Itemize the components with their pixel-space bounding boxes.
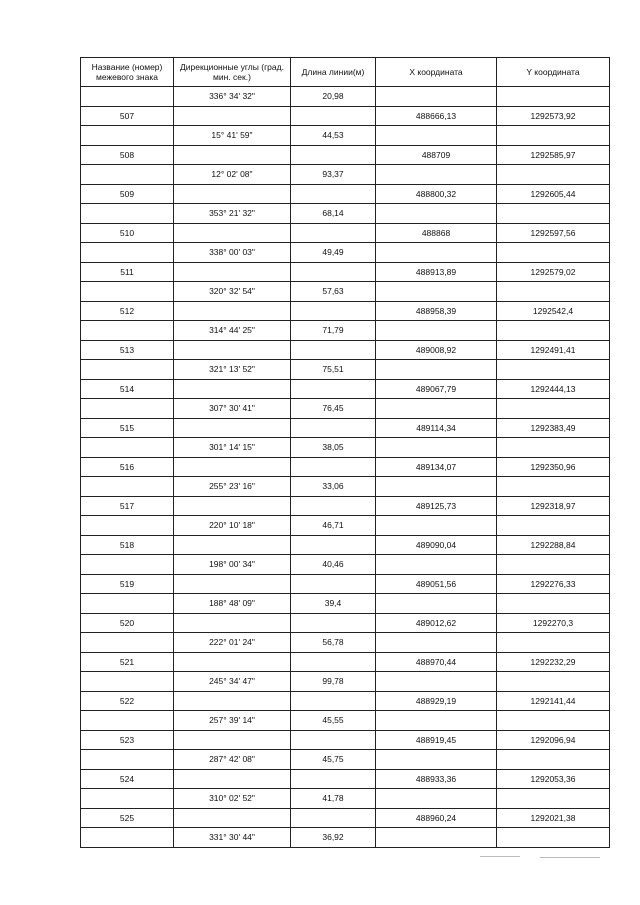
empty-cell [81,360,174,380]
empty-cell [291,496,376,516]
y-coordinate-cell: 1292605,44 [497,184,610,204]
direction-angle-cell: 301° 14' 15" [174,438,291,458]
y-coordinate-cell: 1292573,92 [497,106,610,126]
empty-cell [81,399,174,419]
segment-row [81,594,610,614]
y-coordinate-cell: 1292444,13 [497,379,610,399]
boundary-point-row [81,379,610,399]
header-line-length: Длина линии(м) [291,58,376,87]
x-coordinate-cell: 488933,36 [376,769,497,789]
boundary-point-row [81,145,610,165]
point-name-cell: 509 [81,184,174,204]
empty-cell [376,516,497,536]
empty-cell [174,379,291,399]
x-coordinate-cell: 488913,89 [376,262,497,282]
line-length-cell: 36,92 [291,828,376,848]
direction-angle-cell: 310° 02' 52" [174,789,291,809]
y-coordinate-cell: 1292270,3 [497,613,610,633]
boundary-point-row [81,262,610,282]
empty-cell [376,399,497,419]
segment-row [81,360,610,380]
header-x-coordinate: X координата [376,58,497,87]
empty-cell [291,262,376,282]
empty-cell [291,457,376,477]
x-coordinate-cell: 488800,32 [376,184,497,204]
empty-cell [81,789,174,809]
line-length-cell: 38,05 [291,438,376,458]
direction-angle-cell: 338° 00' 03" [174,243,291,263]
y-coordinate-cell: 1292276,33 [497,574,610,594]
empty-cell [497,126,610,146]
x-coordinate-cell: 489090,04 [376,535,497,555]
y-coordinate-cell: 1292579,02 [497,262,610,282]
line-length-cell: 56,78 [291,633,376,653]
empty-cell [291,184,376,204]
boundary-point-row [81,184,610,204]
empty-cell [291,106,376,126]
empty-cell [497,828,610,848]
empty-cell [376,126,497,146]
empty-cell [81,516,174,536]
line-length-cell: 75,51 [291,360,376,380]
empty-cell [81,672,174,692]
direction-angle-cell: 222° 01' 24" [174,633,291,653]
empty-cell [174,301,291,321]
point-name-cell: 508 [81,145,174,165]
empty-cell [497,633,610,653]
line-length-cell: 76,45 [291,399,376,419]
empty-cell [174,730,291,750]
point-name-cell: 519 [81,574,174,594]
x-coordinate-cell: 488929,19 [376,691,497,711]
line-length-cell: 33,06 [291,477,376,497]
point-name-cell: 514 [81,379,174,399]
scan-artifact [480,856,520,857]
x-coordinate-cell: 488960,24 [376,808,497,828]
empty-cell [81,594,174,614]
x-coordinate-cell: 489067,79 [376,379,497,399]
y-coordinate-cell: 1292232,29 [497,652,610,672]
boundary-point-row [81,418,610,438]
line-length-cell: 71,79 [291,321,376,341]
table-header-row [81,58,610,87]
segment-row [81,282,610,302]
y-coordinate-cell: 1292318,97 [497,496,610,516]
empty-cell [291,652,376,672]
empty-cell [291,340,376,360]
y-coordinate-cell: 1292585,97 [497,145,610,165]
point-name-cell: 520 [81,613,174,633]
x-coordinate-cell: 489012,62 [376,613,497,633]
empty-cell [174,769,291,789]
empty-cell [81,282,174,302]
line-length-cell: 49,49 [291,243,376,263]
y-coordinate-cell: 1292096,94 [497,730,610,750]
empty-cell [174,613,291,633]
empty-cell [376,438,497,458]
direction-angle-cell: 15° 41' 59" [174,126,291,146]
point-name-cell: 521 [81,652,174,672]
point-name-cell: 522 [81,691,174,711]
header-y-coordinate: Y координата [497,58,610,87]
empty-cell [174,574,291,594]
line-length-cell: 39,4 [291,594,376,614]
segment-row [81,477,610,497]
empty-cell [81,555,174,575]
point-name-cell: 525 [81,808,174,828]
empty-cell [174,652,291,672]
line-length-cell: 45,75 [291,750,376,770]
segment-row [81,243,610,263]
y-coordinate-cell: 1292053,36 [497,769,610,789]
y-coordinate-cell: 1292491,41 [497,340,610,360]
empty-cell [376,204,497,224]
empty-cell [497,165,610,185]
segment-row [81,204,610,224]
empty-cell [497,87,610,107]
empty-cell [497,243,610,263]
empty-cell [174,145,291,165]
y-coordinate-cell: 1292350,96 [497,457,610,477]
empty-cell [174,418,291,438]
scan-artifact [540,857,600,858]
x-coordinate-cell: 489125,73 [376,496,497,516]
empty-cell [174,496,291,516]
empty-cell [174,340,291,360]
direction-angle-cell: 287° 42' 08" [174,750,291,770]
line-length-cell: 68,14 [291,204,376,224]
direction-angle-cell: 307° 30' 41" [174,399,291,419]
x-coordinate-cell: 489008,92 [376,340,497,360]
x-coordinate-cell: 488970,44 [376,652,497,672]
point-name-cell: 515 [81,418,174,438]
y-coordinate-cell: 1292597,56 [497,223,610,243]
x-coordinate-cell: 489051,56 [376,574,497,594]
boundary-point-row [81,808,610,828]
header-point-name: Название (номер) межевого знака [81,58,174,87]
y-coordinate-cell: 1292288,84 [497,535,610,555]
empty-cell [376,828,497,848]
point-name-cell: 513 [81,340,174,360]
x-coordinate-cell: 489134,07 [376,457,497,477]
direction-angle-cell: 188° 48' 09" [174,594,291,614]
empty-cell [497,789,610,809]
line-length-cell: 46,71 [291,516,376,536]
empty-cell [376,87,497,107]
point-name-cell: 524 [81,769,174,789]
line-length-cell: 20,98 [291,87,376,107]
empty-cell [174,184,291,204]
empty-cell [81,204,174,224]
point-name-cell: 518 [81,535,174,555]
x-coordinate-cell: 489114,34 [376,418,497,438]
empty-cell [291,808,376,828]
boundary-table-sheet [80,57,609,848]
empty-cell [376,165,497,185]
line-length-cell: 40,46 [291,555,376,575]
direction-angle-cell: 320° 32' 54" [174,282,291,302]
empty-cell [497,360,610,380]
direction-angle-cell: 321° 13' 52" [174,360,291,380]
empty-cell [497,282,610,302]
boundary-point-row [81,652,610,672]
empty-cell [174,535,291,555]
direction-angle-cell: 220° 10' 18" [174,516,291,536]
empty-cell [291,379,376,399]
empty-cell [81,828,174,848]
empty-cell [81,438,174,458]
y-coordinate-cell: 1292383,49 [497,418,610,438]
empty-cell [81,126,174,146]
point-name-cell: 516 [81,457,174,477]
empty-cell [291,691,376,711]
direction-angle-cell: 257° 39' 14" [174,711,291,731]
x-coordinate-cell: 488919,45 [376,730,497,750]
segment-row [81,399,610,419]
boundary-point-row [81,691,610,711]
empty-cell [291,574,376,594]
boundary-point-row [81,301,610,321]
segment-row [81,633,610,653]
empty-cell [291,418,376,438]
empty-cell [81,87,174,107]
x-coordinate-cell: 488868 [376,223,497,243]
segment-row [81,828,610,848]
empty-cell [497,672,610,692]
empty-cell [376,477,497,497]
header-direction-angle: Дирекционные углы (град. мин. сек.) [174,58,291,87]
empty-cell [376,555,497,575]
point-name-cell: 517 [81,496,174,516]
empty-cell [174,106,291,126]
line-length-cell: 93,37 [291,165,376,185]
empty-cell [81,477,174,497]
empty-cell [376,789,497,809]
line-length-cell: 44,53 [291,126,376,146]
line-length-cell: 57,63 [291,282,376,302]
boundary-point-row [81,340,610,360]
segment-row [81,87,610,107]
segment-row [81,438,610,458]
segment-row [81,126,610,146]
boundary-point-row [81,769,610,789]
x-coordinate-cell: 488666,13 [376,106,497,126]
direction-angle-cell: 314° 44' 25" [174,321,291,341]
segment-row [81,321,610,341]
line-length-cell: 99,78 [291,672,376,692]
boundary-point-row [81,106,610,126]
segment-row [81,516,610,536]
empty-cell [81,321,174,341]
empty-cell [174,691,291,711]
segment-row [81,789,610,809]
segment-row [81,165,610,185]
empty-cell [376,672,497,692]
y-coordinate-cell: 1292542,4 [497,301,610,321]
empty-cell [291,613,376,633]
boundary-point-row [81,535,610,555]
empty-cell [376,321,497,341]
empty-cell [376,282,497,302]
table-body [81,87,610,848]
empty-cell [174,457,291,477]
segment-row [81,750,610,770]
direction-angle-cell: 245° 34' 47" [174,672,291,692]
boundary-point-row [81,457,610,477]
direction-angle-cell: 12° 02' 08" [174,165,291,185]
empty-cell [81,711,174,731]
empty-cell [497,399,610,419]
point-name-cell: 523 [81,730,174,750]
boundary-point-row [81,613,610,633]
boundary-point-row [81,574,610,594]
point-name-cell: 511 [81,262,174,282]
empty-cell [174,223,291,243]
empty-cell [376,360,497,380]
x-coordinate-cell: 488958,39 [376,301,497,321]
empty-cell [174,262,291,282]
x-coordinate-cell: 488709 [376,145,497,165]
empty-cell [376,750,497,770]
empty-cell [376,711,497,731]
point-name-cell: 512 [81,301,174,321]
direction-angle-cell: 336° 34' 32" [174,87,291,107]
point-name-cell: 507 [81,106,174,126]
direction-angle-cell: 331° 30' 44" [174,828,291,848]
empty-cell [174,808,291,828]
empty-cell [497,321,610,341]
empty-cell [291,535,376,555]
empty-cell [81,633,174,653]
empty-cell [81,165,174,185]
empty-cell [81,750,174,770]
empty-cell [497,204,610,224]
empty-cell [497,594,610,614]
boundary-point-row [81,223,610,243]
direction-angle-cell: 198° 00' 34" [174,555,291,575]
boundary-point-row [81,730,610,750]
segment-row [81,711,610,731]
empty-cell [376,243,497,263]
segment-row [81,555,610,575]
line-length-cell: 45,55 [291,711,376,731]
empty-cell [291,223,376,243]
line-length-cell: 41,78 [291,789,376,809]
empty-cell [497,750,610,770]
point-name-cell: 510 [81,223,174,243]
direction-angle-cell: 255° 23' 16" [174,477,291,497]
empty-cell [291,145,376,165]
empty-cell [497,477,610,497]
segment-row [81,672,610,692]
empty-cell [376,594,497,614]
direction-angle-cell: 353° 21' 32" [174,204,291,224]
empty-cell [497,438,610,458]
y-coordinate-cell: 1292021,38 [497,808,610,828]
empty-cell [376,633,497,653]
y-coordinate-cell: 1292141,44 [497,691,610,711]
empty-cell [81,243,174,263]
empty-cell [291,730,376,750]
coordinates-table [80,57,610,848]
empty-cell [497,711,610,731]
empty-cell [497,516,610,536]
boundary-point-row [81,496,610,516]
empty-cell [497,555,610,575]
empty-cell [291,301,376,321]
empty-cell [291,769,376,789]
